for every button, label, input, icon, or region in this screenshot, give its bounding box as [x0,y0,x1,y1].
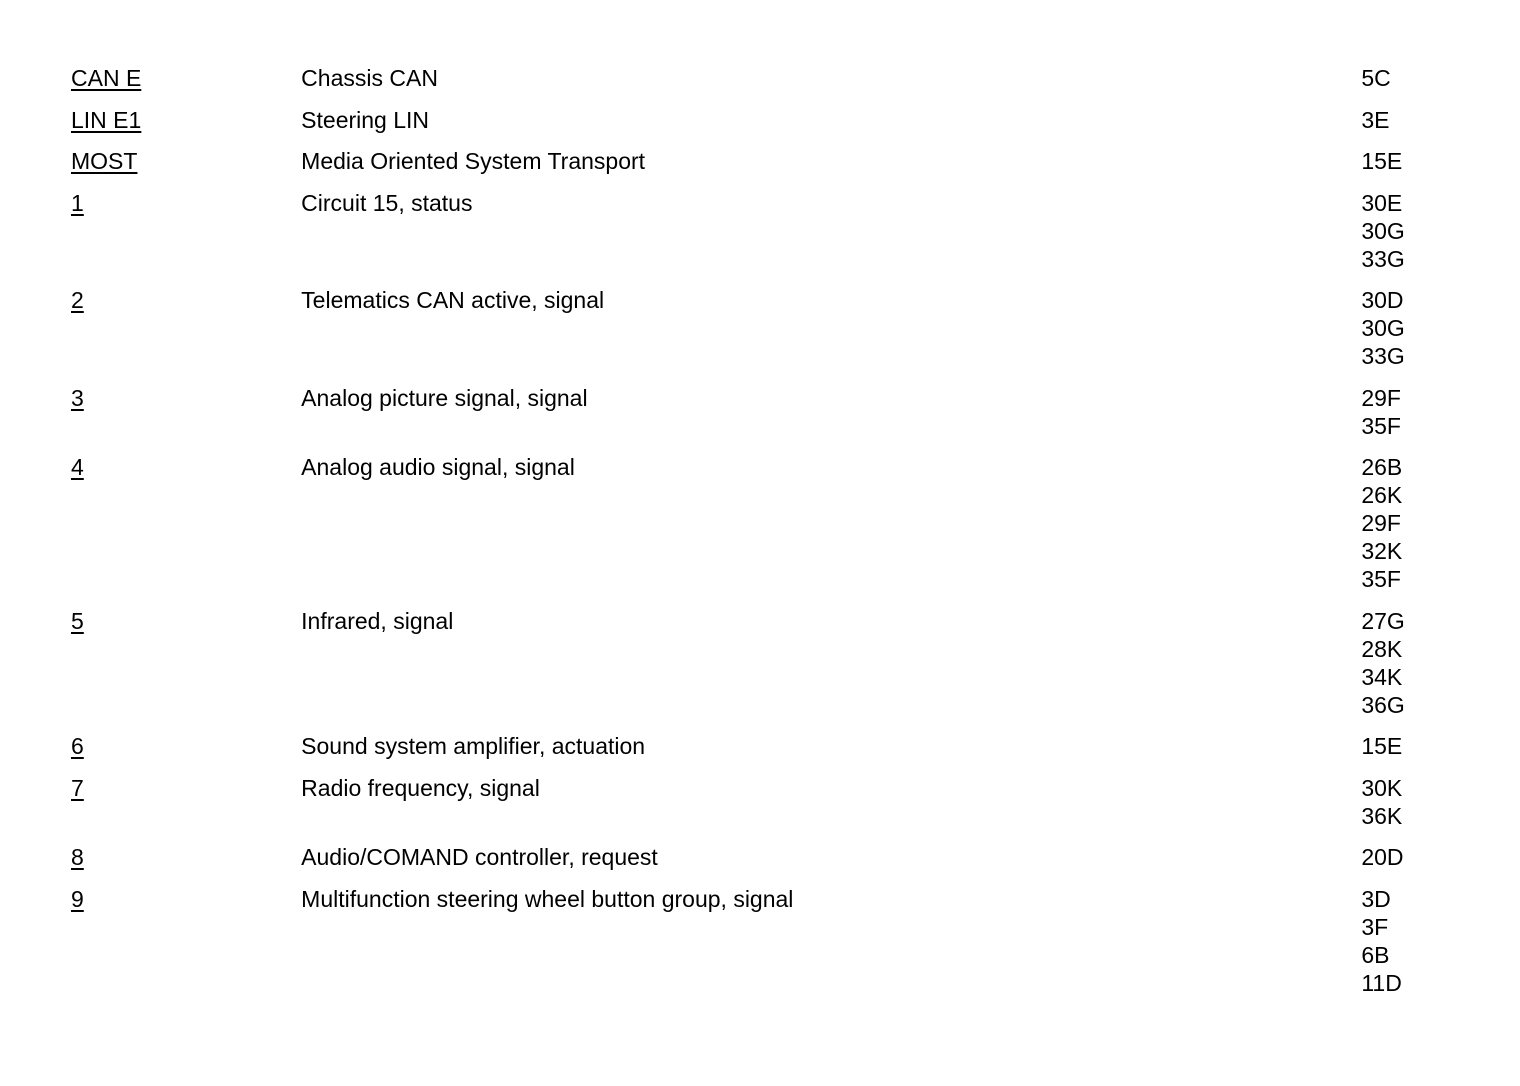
grid-ref: 3E [1361,106,1390,133]
legend-row [71,189,1451,273]
entry-code-link[interactable]: 9 [71,885,84,912]
grid-ref: 5C [1361,65,1391,91]
grid-ref: 34K [1361,663,1403,690]
entry-code-link[interactable]: CAN E [71,65,142,91]
entry-code-link[interactable]: 3 [71,384,84,411]
entry-grid-refs [1361,843,1451,871]
grid-ref: 11D [1361,969,1402,996]
grid-ref: 30E [1361,189,1403,216]
entry-description: Steering LIN [301,106,430,133]
legend-row [71,453,1451,593]
legend-row [71,106,1451,134]
entry-description: Analog picture signal, signal [301,384,588,411]
entry-description: Chassis CAN [301,65,438,91]
grid-ref: 33G [1361,343,1405,369]
entry-code-link[interactable]: 6 [71,733,84,759]
entry-grid-refs [1361,286,1451,370]
signal-legend [71,64,1451,1010]
entry-code-link[interactable]: 2 [71,287,84,313]
legend-row [71,774,1451,830]
grid-ref: 36K [1361,802,1403,829]
grid-ref: 30G [1361,217,1405,244]
entry-description: Audio/COMAND controller, request [301,844,658,870]
grid-ref: 15E [1361,733,1403,759]
grid-ref: 29F [1361,384,1401,411]
entry-code-link[interactable]: 8 [71,844,84,870]
legend-row [71,384,1451,440]
entry-code-link[interactable]: 7 [71,774,84,801]
grid-ref: 15E [1361,148,1403,174]
entry-grid-refs [1361,106,1451,134]
entry-description: Sound system amplifier, actuation [301,733,646,759]
grid-ref: 35F [1361,566,1401,592]
grid-ref: 26K [1361,482,1403,508]
grid-ref: 6B [1361,941,1390,968]
entry-description: Analog audio signal, signal [301,454,575,480]
entry-code-link[interactable]: LIN E1 [71,106,142,133]
entry-description: Multifunction steering wheel button group, signal [301,885,794,912]
entry-code-link[interactable]: 1 [71,189,84,216]
legend-row [71,885,1451,997]
entry-description: Telematics CAN active, signal [301,287,605,313]
entry-code-link[interactable]: MOST [71,148,138,174]
legend-row [71,147,1451,175]
grid-ref: 20D [1361,844,1404,870]
entry-grid-refs [1361,607,1451,719]
entry-grid-refs [1361,189,1451,273]
grid-ref: 30G [1361,315,1405,341]
grid-ref: 30K [1361,774,1403,801]
entry-description: Infrared, signal [301,607,454,634]
entry-code-link[interactable]: 5 [71,607,84,634]
legend-row [71,607,1451,719]
entry-grid-refs [1361,885,1451,997]
entry-description: Circuit 15, status [301,189,473,216]
entry-code-link[interactable]: 4 [71,454,84,480]
legend-row [71,732,1451,760]
grid-ref: 28K [1361,635,1403,662]
grid-ref: 29F [1361,510,1401,536]
grid-ref: 3D [1361,885,1391,912]
grid-ref: 32K [1361,538,1403,564]
grid-ref: 26B [1361,454,1403,480]
entry-grid-refs [1361,732,1451,760]
entry-grid-refs [1361,147,1451,175]
entry-grid-refs [1361,64,1451,92]
grid-ref: 27G [1361,607,1405,634]
entry-grid-refs [1361,384,1451,440]
grid-ref: 30D [1361,287,1404,313]
legend-row [71,843,1451,871]
grid-ref: 33G [1361,245,1405,272]
legend-row [71,64,1451,92]
entry-description: Radio frequency, signal [301,774,540,801]
grid-ref: 36G [1361,691,1405,718]
entry-grid-refs [1361,774,1451,830]
grid-ref: 3F [1361,913,1389,940]
entry-grid-refs [1361,453,1451,593]
legend-row [71,286,1451,370]
entry-description: Media Oriented System Transport [301,148,646,174]
grid-ref: 35F [1361,412,1401,439]
